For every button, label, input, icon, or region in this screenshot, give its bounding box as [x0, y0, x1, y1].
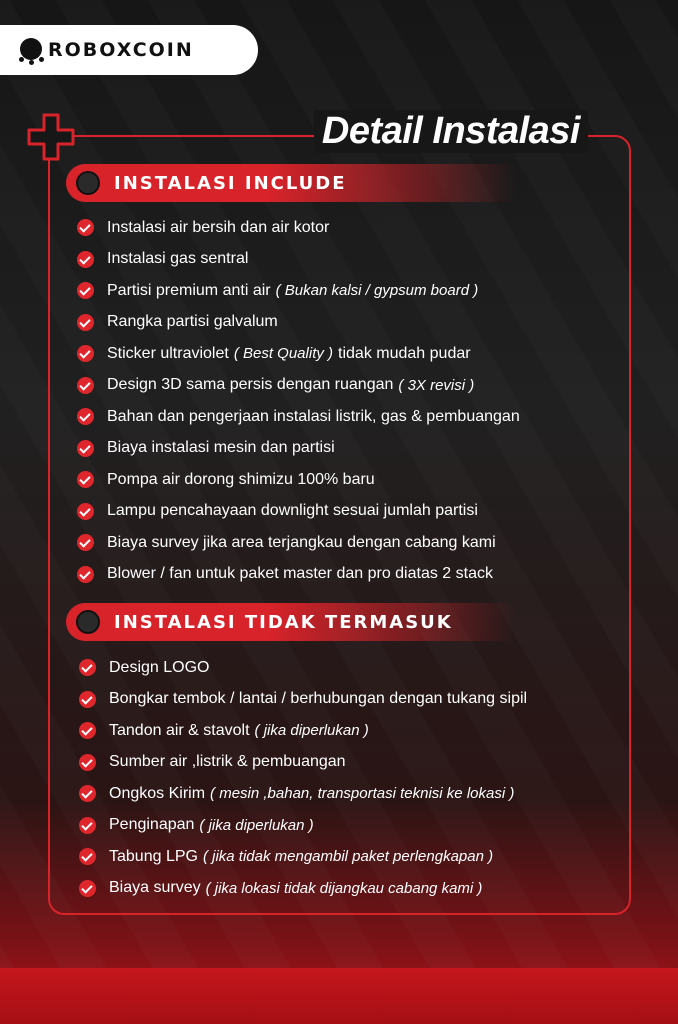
- list-item: Tabung LPG ( jika tidak mengambil paket perlengkapan ): [79, 841, 527, 873]
- list-item: Partisi premium anti air ( Bukan kalsi / gypsum board ): [77, 275, 520, 307]
- item-note: ( mesin ,bahan, transportasi teknisi ke lokasi ): [210, 785, 515, 803]
- list-item: Bongkar tembok / lantai / berhubungan dengan tukang sipil: [79, 684, 527, 716]
- item-note: ( Bukan kalsi / gypsum board ): [275, 282, 479, 300]
- section-header-include: [66, 164, 516, 202]
- list-item: Instalasi air bersih dan air kotor: [77, 212, 520, 244]
- check-icon: [79, 691, 96, 708]
- list-item: Sticker ultraviolet ( Best Quality ) tidak mudah pudar: [77, 338, 520, 370]
- list-item: Rangka partisi galvalum: [77, 307, 520, 339]
- list-item: Ongkos Kirim ( mesin ,bahan, transportasi teknisi ke lokasi ): [79, 778, 527, 810]
- item-note: ( jika tidak mengambil paket perlengkapan ): [202, 848, 494, 866]
- list-item: Blower / fan untuk paket master dan pro diatas 2 stack: [77, 559, 520, 591]
- list-item: Instalasi gas sentral: [77, 244, 520, 276]
- check-icon: [79, 848, 96, 865]
- check-icon: [79, 880, 96, 897]
- check-icon: [77, 314, 94, 331]
- include-list: [77, 212, 520, 590]
- logo-mark-icon: [20, 36, 44, 64]
- section-bullet-icon: [76, 171, 100, 195]
- check-icon: [79, 754, 96, 771]
- section-header-exclude: [66, 603, 516, 641]
- check-icon: [77, 566, 94, 583]
- list-item: Design LOGO: [79, 652, 527, 684]
- list-item: Biaya survey ( jika lokasi tidak dijangkau cabang kami ): [79, 873, 527, 905]
- check-icon: [77, 408, 94, 425]
- item-note: ( jika lokasi tidak dijangkau cabang kami ): [205, 879, 483, 897]
- logo-pill: [0, 25, 258, 75]
- list-item: Sumber air ,listrik & pembuangan: [79, 747, 527, 779]
- check-icon: [79, 722, 96, 739]
- item-note: ( 3X revisi ): [398, 376, 475, 394]
- check-icon: [77, 503, 94, 520]
- check-icon: [77, 440, 94, 457]
- item-note: ( jika diperlukan ): [199, 816, 314, 834]
- check-icon: [77, 377, 94, 394]
- list-item: Penginapan ( jika diperlukan ): [79, 810, 527, 842]
- list-item: Design 3D sama persis dengan ruangan ( 3X revisi ): [77, 370, 520, 402]
- list-item: Tandon air & stavolt ( jika diperlukan ): [79, 715, 527, 747]
- check-icon: [77, 251, 94, 268]
- check-icon: [77, 219, 94, 236]
- item-suffix: tidak mudah pudar: [338, 344, 471, 362]
- footer-band: [0, 968, 678, 1024]
- check-icon: [77, 282, 94, 299]
- section-bullet-icon: [76, 610, 100, 634]
- exclude-list: [79, 652, 527, 904]
- section-heading: INSTALASI INCLUDE: [114, 172, 347, 194]
- brand-name: ROBOXCOIN: [48, 39, 194, 61]
- list-item: Pompa air dorong shimizu 100% baru: [77, 464, 520, 496]
- section-heading: INSTALASI TIDAK TERMASUK: [114, 611, 453, 633]
- check-icon: [77, 345, 94, 362]
- plus-icon: [26, 112, 76, 162]
- list-item: Biaya instalasi mesin dan partisi: [77, 433, 520, 465]
- item-note: ( jika diperlukan ): [254, 722, 369, 740]
- list-item: Bahan dan pengerjaan instalasi listrik, gas & pembuangan: [77, 401, 520, 433]
- check-icon: [79, 785, 96, 802]
- list-item: Lampu pencahayaan downlight sesuai jumlah partisi: [77, 496, 520, 528]
- item-note: ( Best Quality ): [233, 345, 334, 363]
- check-icon: [77, 534, 94, 551]
- list-item: Biaya survey jika area terjangkau dengan cabang kami: [77, 527, 520, 559]
- check-icon: [77, 471, 94, 488]
- page-title: Detail Instalasi: [314, 110, 588, 153]
- check-icon: [79, 659, 96, 676]
- check-icon: [79, 817, 96, 834]
